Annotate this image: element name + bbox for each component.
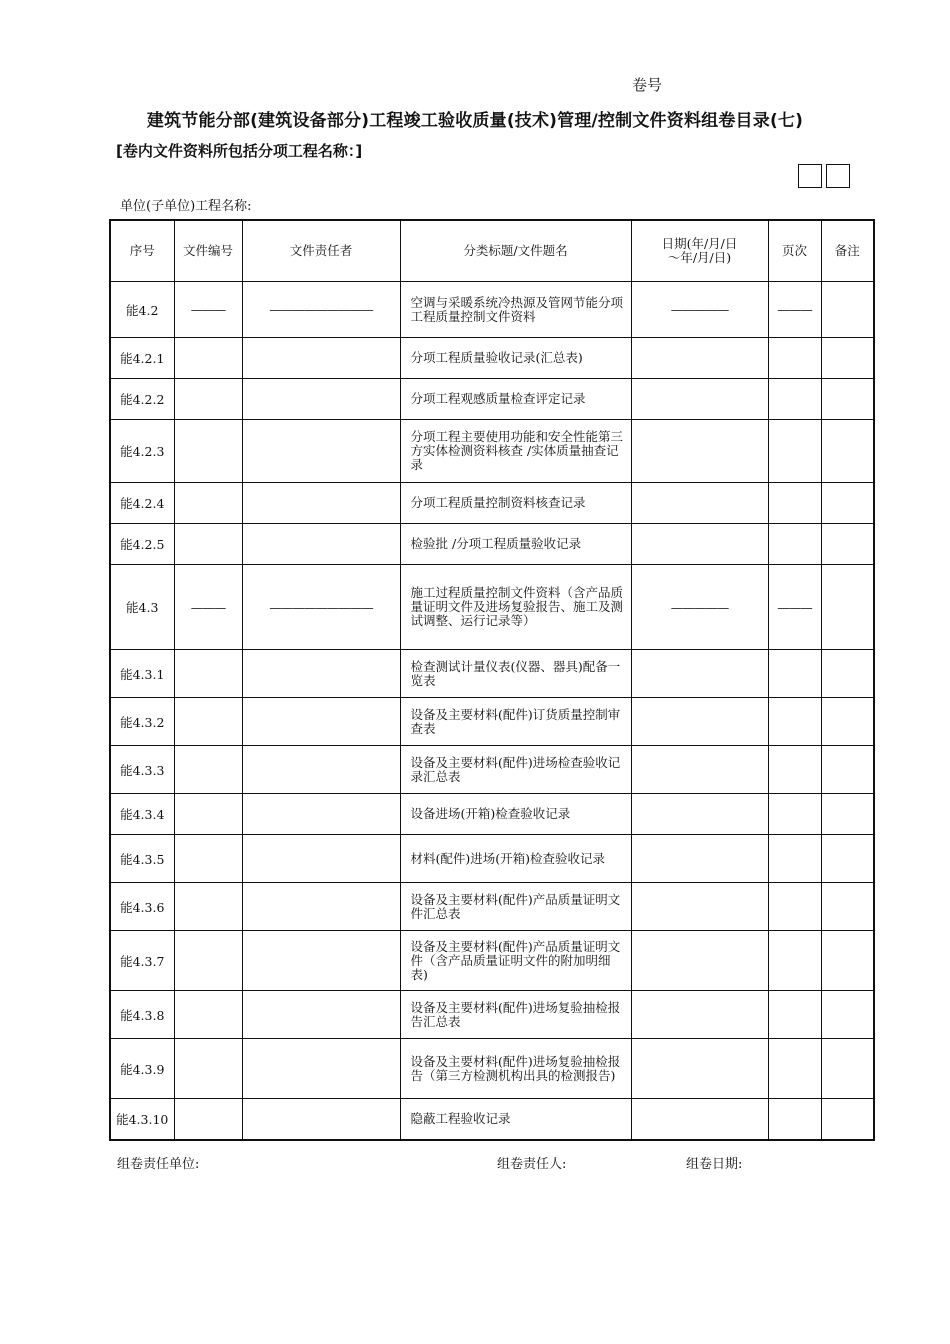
row-page-cell[interactable]: [768, 1039, 821, 1099]
row-owner-cell[interactable]: [242, 420, 400, 483]
row-file-no-cell[interactable]: [174, 931, 242, 991]
row-date-cell[interactable]: [631, 931, 768, 991]
table-row: [110, 483, 874, 524]
row-title-cell: 空调与采暖系统冷热源及管网节能分项工程质量控制文件资料: [400, 282, 631, 338]
row-remarks-cell[interactable]: [821, 483, 874, 524]
row-file-no-cell[interactable]: [174, 835, 242, 883]
row-title-cell: 分项工程观感质量检查评定记录: [400, 379, 631, 420]
row-owner-cell[interactable]: [242, 746, 400, 794]
table-row: [110, 883, 874, 931]
row-seq-cell: 能4.3.6: [110, 883, 174, 931]
row-file-no-cell[interactable]: [174, 1099, 242, 1140]
row-seq-cell: 能4.2.5: [110, 524, 174, 565]
row-file-no-cell: ———: [174, 282, 242, 338]
row-page-cell[interactable]: [768, 420, 821, 483]
row-owner-cell[interactable]: [242, 650, 400, 698]
row-title-cell: 分项工程质量验收记录(汇总表): [400, 338, 631, 379]
footer-responsible-person: 组卷责任人:: [497, 1157, 567, 1172]
table-row: [110, 1039, 874, 1099]
footer-volume-date: 组卷日期:: [686, 1157, 743, 1172]
row-file-no-cell[interactable]: [174, 650, 242, 698]
row-owner-cell[interactable]: [242, 931, 400, 991]
row-owner-cell[interactable]: [242, 794, 400, 835]
header-title: 分类标题/文件题名: [400, 220, 631, 282]
row-date-cell[interactable]: [631, 991, 768, 1039]
row-seq-cell: 能4.2: [110, 282, 174, 338]
row-file-no-cell[interactable]: [174, 524, 242, 565]
volume-number-box-1[interactable]: [798, 164, 822, 188]
row-remarks-cell[interactable]: [821, 835, 874, 883]
row-date-cell[interactable]: [631, 698, 768, 746]
unit-project-name-label: 单位(子单位)工程名称:: [120, 199, 252, 214]
table-row: [110, 650, 874, 698]
row-page-cell[interactable]: [768, 746, 821, 794]
table-row: [110, 379, 874, 420]
row-remarks-cell[interactable]: [821, 650, 874, 698]
row-page-cell[interactable]: [768, 379, 821, 420]
row-owner-cell[interactable]: [242, 524, 400, 565]
table-row: [110, 991, 874, 1039]
row-owner-cell[interactable]: [242, 698, 400, 746]
header-page: 页次: [768, 220, 821, 282]
row-page-cell[interactable]: [768, 483, 821, 524]
row-page-cell[interactable]: [768, 931, 821, 991]
row-file-no-cell[interactable]: [174, 1039, 242, 1099]
row-title-cell: 分项工程质量控制资料核查记录: [400, 483, 631, 524]
row-title-cell: 材料(配件)进场(开箱)检查验收记录: [400, 835, 631, 883]
row-file-no-cell[interactable]: [174, 698, 242, 746]
row-page-cell[interactable]: [768, 1099, 821, 1140]
row-seq-cell: 能4.3.3: [110, 746, 174, 794]
row-title-cell: 设备进场(开箱)检查验收记录: [400, 794, 631, 835]
row-date-cell[interactable]: [631, 483, 768, 524]
row-title-cell: 设备及主要材料(配件)进场检查验收记录汇总表: [400, 746, 631, 794]
row-date-cell[interactable]: [631, 420, 768, 483]
row-file-no-cell[interactable]: [174, 379, 242, 420]
row-title-cell: 设备及主要材料(配件)产品质量证明文件（含产品质量证明文件的附加明细表): [400, 931, 631, 991]
table-row: [110, 698, 874, 746]
table-row: [110, 282, 874, 338]
row-owner-cell[interactable]: [242, 1099, 400, 1140]
row-remarks-cell[interactable]: [821, 794, 874, 835]
volume-number-label: 卷号: [632, 76, 663, 94]
row-page-cell[interactable]: [768, 835, 821, 883]
row-seq-cell: 能4.3.4: [110, 794, 174, 835]
row-page-cell[interactable]: [768, 991, 821, 1039]
row-remarks-cell[interactable]: [821, 420, 874, 483]
table-row: [110, 794, 874, 835]
row-seq-cell: 能4.2.1: [110, 338, 174, 379]
row-page-cell[interactable]: [768, 524, 821, 565]
row-file-no-cell[interactable]: [174, 794, 242, 835]
row-file-no-cell[interactable]: [174, 746, 242, 794]
row-date-cell[interactable]: [631, 746, 768, 794]
row-remarks-cell[interactable]: [821, 1099, 874, 1140]
row-page-cell[interactable]: [768, 883, 821, 931]
catalog-table: [109, 219, 875, 1141]
row-title-cell: 检验批 /分项工程质量验收记录: [400, 524, 631, 565]
row-date-cell: —————: [631, 565, 768, 650]
row-remarks-cell[interactable]: [821, 1039, 874, 1099]
table-row: [110, 1099, 874, 1140]
row-date-cell[interactable]: [631, 379, 768, 420]
row-page-cell: ———: [768, 282, 821, 338]
row-owner-cell[interactable]: [242, 379, 400, 420]
row-remarks-cell[interactable]: [821, 565, 874, 650]
table-row: [110, 746, 874, 794]
table-row: [110, 835, 874, 883]
row-file-no-cell[interactable]: [174, 883, 242, 931]
row-remarks-cell[interactable]: [821, 883, 874, 931]
row-seq-cell: 能4.3: [110, 565, 174, 650]
row-owner-cell[interactable]: [242, 483, 400, 524]
table-row: [110, 931, 874, 991]
row-seq-cell: 能4.3.9: [110, 1039, 174, 1099]
row-seq-cell: 能4.3.1: [110, 650, 174, 698]
header-date: 日期(年/月/日 ～年/月/日): [631, 220, 768, 282]
row-owner-cell[interactable]: [242, 835, 400, 883]
table-row: [110, 338, 874, 379]
row-owner-cell[interactable]: [242, 338, 400, 379]
row-seq-cell: 能4.2.2: [110, 379, 174, 420]
row-remarks-cell[interactable]: [821, 746, 874, 794]
row-remarks-cell[interactable]: [821, 991, 874, 1039]
header-remarks: 备注: [821, 220, 874, 282]
table-row: [110, 420, 874, 483]
row-date-cell[interactable]: [631, 650, 768, 698]
row-file-no-cell[interactable]: [174, 420, 242, 483]
row-page-cell[interactable]: [768, 650, 821, 698]
row-seq-cell: 能4.2.4: [110, 483, 174, 524]
row-title-cell: 施工过程质量控制文件资料（含产品质量证明文件及进场复验报告、施工及测试调整、运行记录等）: [400, 565, 631, 650]
row-page-cell[interactable]: [768, 698, 821, 746]
header-seq: 序号: [110, 220, 174, 282]
row-file-no-cell: ———: [174, 565, 242, 650]
row-page-cell[interactable]: [768, 794, 821, 835]
row-date-cell[interactable]: [631, 524, 768, 565]
row-seq-cell: 能4.3.7: [110, 931, 174, 991]
row-title-cell: 设备及主要材料(配件)订货质量控制审查表: [400, 698, 631, 746]
table-row: [110, 524, 874, 565]
row-file-no-cell[interactable]: [174, 483, 242, 524]
row-remarks-cell[interactable]: [821, 338, 874, 379]
table-body: [110, 282, 874, 1140]
row-remarks-cell[interactable]: [821, 931, 874, 991]
row-date-cell[interactable]: [631, 794, 768, 835]
header-owner: 文件责任者: [242, 220, 400, 282]
volume-number-box-2[interactable]: [826, 164, 850, 188]
row-file-no-cell[interactable]: [174, 991, 242, 1039]
row-title-cell: 检查测试计量仪表(仪器、器具)配备一览表: [400, 650, 631, 698]
row-remarks-cell[interactable]: [821, 524, 874, 565]
row-date-cell[interactable]: [631, 1039, 768, 1099]
row-page-cell[interactable]: [768, 338, 821, 379]
page-title: 建筑节能分部(建筑设备部分)工程竣工验收质量(技术)管理/控制文件资料组卷目录(七): [146, 111, 804, 131]
table-header-row: [110, 220, 874, 282]
row-seq-cell: 能4.3.2: [110, 698, 174, 746]
row-seq-cell: 能4.3.8: [110, 991, 174, 1039]
table-row: [110, 565, 874, 650]
header-file-no: 文件编号: [174, 220, 242, 282]
row-title-cell: 设备及主要材料(配件)进场复验抽检报告（第三方检测机构出具的检测报告): [400, 1039, 631, 1099]
row-owner-cell[interactable]: [242, 991, 400, 1039]
row-date-cell[interactable]: [631, 338, 768, 379]
row-date-cell[interactable]: [631, 883, 768, 931]
row-date-cell[interactable]: [631, 835, 768, 883]
row-owner-cell[interactable]: [242, 1039, 400, 1099]
row-page-cell: ———: [768, 565, 821, 650]
row-remarks-cell[interactable]: [821, 698, 874, 746]
row-title-cell: 隐蔽工程验收记录: [400, 1099, 631, 1140]
row-remarks-cell[interactable]: [821, 379, 874, 420]
row-owner-cell[interactable]: [242, 883, 400, 931]
row-seq-cell: 能4.2.3: [110, 420, 174, 483]
row-seq-cell: 能4.3.10: [110, 1099, 174, 1140]
row-date-cell[interactable]: [631, 1099, 768, 1140]
row-owner-cell: —————————: [242, 282, 400, 338]
footer-responsible-unit: 组卷责任单位:: [117, 1157, 200, 1172]
row-date-cell: —————: [631, 282, 768, 338]
row-owner-cell: —————————: [242, 565, 400, 650]
row-title-cell: 设备及主要材料(配件)产品质量证明文件汇总表: [400, 883, 631, 931]
subtitle: [卷内文件资料所包括分项工程名称：]: [116, 142, 363, 160]
row-file-no-cell[interactable]: [174, 338, 242, 379]
row-title-cell: 设备及主要材料(配件)进场复验抽检报告汇总表: [400, 991, 631, 1039]
row-remarks-cell[interactable]: [821, 282, 874, 338]
row-seq-cell: 能4.3.5: [110, 835, 174, 883]
row-title-cell: 分项工程主要使用功能和安全性能第三方实体检测资料核查 /实体质量抽查记录: [400, 420, 631, 483]
